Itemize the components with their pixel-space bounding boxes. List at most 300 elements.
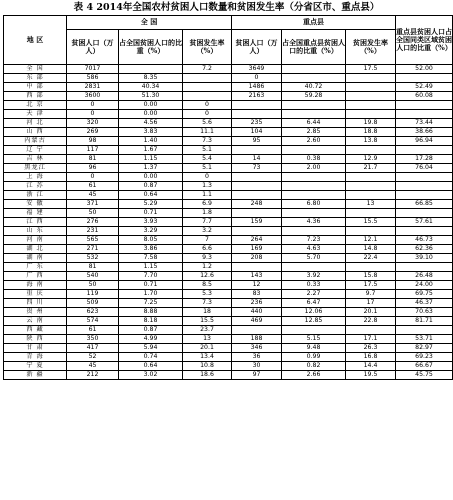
key-poor-population-cell: 159 (232, 218, 282, 227)
national-share-cell: 8.18 (119, 317, 183, 326)
key-share-cell: 4.36 (282, 218, 346, 227)
table-row (4, 335, 453, 344)
key-incidence-cell: 22.8 (346, 317, 396, 326)
key-county-share-cell (396, 326, 453, 335)
table-row (4, 65, 453, 74)
key-incidence-cell: 18.8 (346, 128, 396, 137)
key-share-cell (282, 263, 346, 272)
key-incidence-cell (346, 209, 396, 218)
national-poor-population-cell: 212 (67, 371, 119, 380)
key-poor-population-cell (232, 146, 282, 155)
key-incidence-cell (346, 263, 396, 272)
key-county-share-cell: 53.71 (396, 335, 453, 344)
key-incidence-cell: 14.8 (346, 245, 396, 254)
national-share-cell: 5.94 (119, 344, 183, 353)
key-share-cell: 0.82 (282, 362, 346, 371)
key-share-cell (282, 326, 346, 335)
key-incidence-cell: 13 (346, 200, 396, 209)
national-share-cell: 0.87 (119, 182, 183, 191)
region-cell: 广 东 (4, 263, 67, 272)
key-poor-population-cell (232, 263, 282, 272)
region-cell: 内蒙古 (4, 137, 67, 146)
national-incidence-cell: 8.5 (183, 281, 232, 290)
key-incidence-cell: 15.8 (346, 272, 396, 281)
key-poor-population-cell: 169 (232, 245, 282, 254)
key-share-cell (282, 146, 346, 155)
key-share-cell: 2.27 (282, 290, 346, 299)
national-poor-population-cell: 52 (67, 353, 119, 362)
national-incidence-cell: 10.8 (183, 362, 232, 371)
national-incidence-cell: 18 (183, 308, 232, 317)
national-share-cell: 1.40 (119, 137, 183, 146)
region-cell: 贵 州 (4, 308, 67, 317)
key-poor-population-cell: 104 (232, 128, 282, 137)
table-row (4, 254, 453, 263)
key-poor-population-cell: 264 (232, 236, 282, 245)
key-poor-population-cell: 235 (232, 119, 282, 128)
key-poor-population-cell: 346 (232, 344, 282, 353)
key-poor-population-cell: 3649 (232, 65, 282, 74)
table-row (4, 173, 453, 182)
key-share-cell: 2.60 (282, 137, 346, 146)
key-county-share-cell (396, 227, 453, 236)
national-poor-population-cell: 532 (67, 254, 119, 263)
region-cell: 上 海 (4, 173, 67, 182)
table-row (4, 164, 453, 173)
national-share-cell: 7.58 (119, 254, 183, 263)
key-share-cell: 9.48 (282, 344, 346, 353)
key-share-cell: 12.06 (282, 308, 346, 317)
table-row (4, 128, 453, 137)
key-poor-population-cell (232, 326, 282, 335)
national-share-cell: 0.71 (119, 281, 183, 290)
key-incidence-cell (346, 110, 396, 119)
header-national-poor-population: 贫困人口（万人） (67, 30, 119, 65)
national-incidence-cell: 5.1 (183, 146, 232, 155)
region-cell: 海 南 (4, 281, 67, 290)
region-cell: 西 藏 (4, 326, 67, 335)
table-row (4, 317, 453, 326)
national-incidence-cell: 11.1 (183, 128, 232, 137)
key-county-share-cell (396, 191, 453, 200)
table-row (4, 92, 453, 101)
national-poor-population-cell: 98 (67, 137, 119, 146)
national-poor-population-cell: 0 (67, 173, 119, 182)
table-row (4, 83, 453, 92)
table-row (4, 227, 453, 236)
key-poor-population-cell: 73 (232, 164, 282, 173)
key-share-cell (282, 182, 346, 191)
key-incidence-cell (346, 326, 396, 335)
national-share-cell: 0.74 (119, 353, 183, 362)
key-poor-population-cell (232, 101, 282, 110)
national-share-cell: 0.00 (119, 173, 183, 182)
national-poor-population-cell: 81 (67, 155, 119, 164)
key-share-cell: 4.63 (282, 245, 346, 254)
region-cell: 陕 西 (4, 335, 67, 344)
key-county-share-cell: 46.37 (396, 299, 453, 308)
table-row (4, 101, 453, 110)
header-national-share: 占全国贫困人口的比重（%） (119, 30, 183, 65)
key-share-cell (282, 209, 346, 218)
national-incidence-cell: 23.7 (183, 326, 232, 335)
key-poor-population-cell: 469 (232, 317, 282, 326)
key-poor-population-cell (232, 191, 282, 200)
national-share-cell: 5.29 (119, 200, 183, 209)
national-poor-population-cell: 540 (67, 272, 119, 281)
key-poor-population-cell: 12 (232, 281, 282, 290)
region-cell: 宁 夏 (4, 362, 67, 371)
key-incidence-cell: 17.5 (346, 65, 396, 74)
table-row (4, 353, 453, 362)
national-poor-population-cell: 320 (67, 119, 119, 128)
key-incidence-cell: 21.7 (346, 164, 396, 173)
national-incidence-cell: 5.3 (183, 290, 232, 299)
key-poor-population-cell: 30 (232, 362, 282, 371)
key-county-share-cell (396, 101, 453, 110)
region-cell: 重 庆 (4, 290, 67, 299)
national-incidence-cell: 20.1 (183, 344, 232, 353)
region-cell: 山 东 (4, 227, 67, 236)
national-share-cell: 4.56 (119, 119, 183, 128)
national-share-cell: 3.83 (119, 128, 183, 137)
key-incidence-cell (346, 83, 396, 92)
key-share-cell: 0.33 (282, 281, 346, 290)
key-poor-population-cell: 14 (232, 155, 282, 164)
key-share-cell: 6.80 (282, 200, 346, 209)
key-county-share-cell: 45.75 (396, 371, 453, 380)
national-incidence-cell: 7.7 (183, 218, 232, 227)
key-share-cell (282, 101, 346, 110)
table-row (4, 191, 453, 200)
national-poor-population-cell: 623 (67, 308, 119, 317)
national-share-cell: 3.02 (119, 371, 183, 380)
national-incidence-cell: 0 (183, 101, 232, 110)
national-incidence-cell (183, 74, 232, 83)
key-incidence-cell: 12.9 (346, 155, 396, 164)
region-cell: 山 西 (4, 128, 67, 137)
key-incidence-cell (346, 92, 396, 101)
national-poor-population-cell: 350 (67, 335, 119, 344)
national-poor-population-cell: 96 (67, 164, 119, 173)
national-incidence-cell: 7 (183, 236, 232, 245)
national-share-cell: 40.34 (119, 83, 183, 92)
national-poor-population-cell: 3600 (67, 92, 119, 101)
key-incidence-cell: 22.4 (346, 254, 396, 263)
key-incidence-cell: 14.4 (346, 362, 396, 371)
key-incidence-cell (346, 74, 396, 83)
national-poor-population-cell: 276 (67, 218, 119, 227)
key-county-share-cell: 57.61 (396, 218, 453, 227)
table-row (4, 371, 453, 380)
national-incidence-cell: 1.3 (183, 182, 232, 191)
table-row (4, 74, 453, 83)
table-row (4, 290, 453, 299)
national-poor-population-cell: 7017 (67, 65, 119, 74)
national-share-cell: 4.99 (119, 335, 183, 344)
national-share-cell: 1.15 (119, 263, 183, 272)
table-row (4, 245, 453, 254)
header-key-poor-population: 贫困人口（万人） (232, 30, 282, 65)
key-county-share-cell: 66.85 (396, 200, 453, 209)
national-poor-population-cell: 61 (67, 326, 119, 335)
region-cell: 甘 肃 (4, 344, 67, 353)
key-county-share-cell: 46.73 (396, 236, 453, 245)
key-incidence-cell: 9.7 (346, 290, 396, 299)
key-county-share-cell: 60.08 (396, 92, 453, 101)
key-share-cell (282, 227, 346, 236)
key-county-share-cell: 39.10 (396, 254, 453, 263)
key-incidence-cell: 16.8 (346, 353, 396, 362)
national-incidence-cell: 5.6 (183, 119, 232, 128)
key-county-share-cell: 26.48 (396, 272, 453, 281)
key-county-share-cell: 38.66 (396, 128, 453, 137)
national-share-cell: 0.64 (119, 191, 183, 200)
key-share-cell: 40.72 (282, 83, 346, 92)
national-incidence-cell: 7.2 (183, 65, 232, 74)
region-cell: 江 西 (4, 218, 67, 227)
national-poor-population-cell: 417 (67, 344, 119, 353)
key-share-cell: 5.70 (282, 254, 346, 263)
table-row (4, 263, 453, 272)
table-row (4, 209, 453, 218)
header-key-incidence: 贫困发生率（%） (346, 30, 396, 65)
national-poor-population-cell: 231 (67, 227, 119, 236)
national-poor-population-cell: 50 (67, 281, 119, 290)
key-poor-population-cell: 440 (232, 308, 282, 317)
region-cell: 中 部 (4, 83, 67, 92)
table-body (4, 65, 453, 380)
region-cell: 安 徽 (4, 200, 67, 209)
key-poor-population-cell: 236 (232, 299, 282, 308)
national-incidence-cell: 13 (183, 335, 232, 344)
table-row (4, 236, 453, 245)
key-poor-population-cell: 248 (232, 200, 282, 209)
region-cell: 浙 江 (4, 191, 67, 200)
key-incidence-cell: 19.5 (346, 371, 396, 380)
national-poor-population-cell: 81 (67, 263, 119, 272)
key-county-share-cell (396, 173, 453, 182)
table-row (4, 146, 453, 155)
national-share-cell: 0.64 (119, 362, 183, 371)
table-row (4, 308, 453, 317)
national-incidence-cell: 1.8 (183, 209, 232, 218)
region-cell: 北 京 (4, 101, 67, 110)
poverty-table (3, 15, 453, 380)
key-incidence-cell: 26.3 (346, 344, 396, 353)
key-poor-population-cell (232, 182, 282, 191)
national-share-cell: 7.70 (119, 272, 183, 281)
key-share-cell (282, 110, 346, 119)
region-cell: 河 北 (4, 119, 67, 128)
key-county-share-cell: 69.23 (396, 353, 453, 362)
key-poor-population-cell: 36 (232, 353, 282, 362)
national-incidence-cell (183, 92, 232, 101)
national-share-cell: 0.71 (119, 209, 183, 218)
table-row (4, 200, 453, 209)
national-incidence-cell: 3.2 (183, 227, 232, 236)
header-region: 地 区 (4, 16, 67, 65)
table-row (4, 218, 453, 227)
header-key-share: 占全国重点县贫困人口的比重（%） (282, 30, 346, 65)
key-share-cell: 0.38 (282, 155, 346, 164)
key-county-share-cell (396, 146, 453, 155)
key-share-cell (282, 65, 346, 74)
key-poor-population-cell (232, 173, 282, 182)
key-county-share-cell (396, 209, 453, 218)
key-county-share-cell: 66.67 (396, 362, 453, 371)
national-share-cell: 3.29 (119, 227, 183, 236)
region-cell: 黑龙江 (4, 164, 67, 173)
key-poor-population-cell: 97 (232, 371, 282, 380)
national-share-cell: 8.35 (119, 74, 183, 83)
key-county-share-cell (396, 110, 453, 119)
national-poor-population-cell: 117 (67, 146, 119, 155)
national-poor-population-cell: 119 (67, 290, 119, 299)
national-share-cell: 1.67 (119, 146, 183, 155)
key-county-share-cell: 96.94 (396, 137, 453, 146)
key-share-cell: 2.00 (282, 164, 346, 173)
region-cell: 河 南 (4, 236, 67, 245)
national-share-cell: 3.93 (119, 218, 183, 227)
key-poor-population-cell: 143 (232, 272, 282, 281)
key-incidence-cell: 15.5 (346, 218, 396, 227)
key-county-share-cell (396, 263, 453, 272)
national-share-cell: 3.86 (119, 245, 183, 254)
key-poor-population-cell (232, 227, 282, 236)
key-county-share-cell: 81.71 (396, 317, 453, 326)
national-share-cell: 1.70 (119, 290, 183, 299)
national-share-cell: 51.30 (119, 92, 183, 101)
key-share-cell: 59.28 (282, 92, 346, 101)
key-poor-population-cell: 83 (232, 290, 282, 299)
national-incidence-cell: 9.3 (183, 254, 232, 263)
national-share-cell: 8.88 (119, 308, 183, 317)
table-row (4, 272, 453, 281)
national-incidence-cell: 15.5 (183, 317, 232, 326)
national-poor-population-cell: 2831 (67, 83, 119, 92)
key-share-cell: 6.47 (282, 299, 346, 308)
key-incidence-cell (346, 101, 396, 110)
key-incidence-cell: 17.5 (346, 281, 396, 290)
key-county-share-cell: 24.00 (396, 281, 453, 290)
key-share-cell: 2.85 (282, 128, 346, 137)
region-cell: 吉 林 (4, 155, 67, 164)
national-poor-population-cell: 45 (67, 362, 119, 371)
national-share-cell: 0.87 (119, 326, 183, 335)
key-county-share-cell: 70.63 (396, 308, 453, 317)
national-share-cell: 0.00 (119, 101, 183, 110)
key-incidence-cell (346, 191, 396, 200)
region-cell: 青 海 (4, 353, 67, 362)
key-county-share-cell: 52.49 (396, 83, 453, 92)
region-cell: 云 南 (4, 317, 67, 326)
region-cell: 江 苏 (4, 182, 67, 191)
key-poor-population-cell (232, 209, 282, 218)
key-incidence-cell (346, 182, 396, 191)
table-row (4, 344, 453, 353)
national-incidence-cell: 6.9 (183, 200, 232, 209)
national-incidence-cell: 0 (183, 173, 232, 182)
key-share-cell (282, 74, 346, 83)
region-cell: 天 津 (4, 110, 67, 119)
national-poor-population-cell: 509 (67, 299, 119, 308)
national-incidence-cell: 7.3 (183, 299, 232, 308)
key-county-share-cell: 82.97 (396, 344, 453, 353)
header-national-group: 全 国 (67, 16, 232, 30)
national-poor-population-cell: 271 (67, 245, 119, 254)
key-county-share-cell: 76.04 (396, 164, 453, 173)
table-row (4, 281, 453, 290)
table-title: 表 4 2014年全国农村贫困人口数量和贫困发生率（分省区市、重点县） (73, 2, 380, 13)
key-incidence-cell: 17 (346, 299, 396, 308)
key-incidence-cell (346, 146, 396, 155)
national-incidence-cell: 0 (183, 110, 232, 119)
region-cell: 四 川 (4, 299, 67, 308)
key-share-cell (282, 173, 346, 182)
header-key-county-group: 重点县 (232, 16, 396, 30)
region-cell: 湖 北 (4, 245, 67, 254)
region-cell: 广 西 (4, 272, 67, 281)
region-cell: 辽 宁 (4, 146, 67, 155)
key-incidence-cell: 19.8 (346, 119, 396, 128)
national-poor-population-cell: 61 (67, 182, 119, 191)
key-county-share-cell: 69.75 (396, 290, 453, 299)
table-row (4, 119, 453, 128)
table-row (4, 155, 453, 164)
key-share-cell: 3.92 (282, 272, 346, 281)
national-share-cell: 1.37 (119, 164, 183, 173)
key-incidence-cell: 17.1 (346, 335, 396, 344)
key-share-cell: 5.15 (282, 335, 346, 344)
key-poor-population-cell: 208 (232, 254, 282, 263)
key-county-share-cell: 73.44 (396, 119, 453, 128)
header-national-incidence: 贫困发生率（%） (183, 30, 232, 65)
national-share-cell: 8.05 (119, 236, 183, 245)
table-row (4, 326, 453, 335)
key-share-cell: 6.44 (282, 119, 346, 128)
region-cell: 全 国 (4, 65, 67, 74)
key-county-share-cell: 62.36 (396, 245, 453, 254)
national-incidence-cell: 12.6 (183, 272, 232, 281)
key-poor-population-cell: 188 (232, 335, 282, 344)
national-share-cell: 7.25 (119, 299, 183, 308)
key-share-cell: 12.85 (282, 317, 346, 326)
national-poor-population-cell: 0 (67, 110, 119, 119)
national-poor-population-cell: 0 (67, 101, 119, 110)
key-incidence-cell (346, 227, 396, 236)
table-row (4, 362, 453, 371)
key-share-cell (282, 191, 346, 200)
national-incidence-cell (183, 83, 232, 92)
region-cell: 湖 南 (4, 254, 67, 263)
national-share-cell: 1.15 (119, 155, 183, 164)
key-county-share-cell: 52.00 (396, 65, 453, 74)
key-incidence-cell: 12.1 (346, 236, 396, 245)
region-cell: 东 部 (4, 74, 67, 83)
national-poor-population-cell: 586 (67, 74, 119, 83)
key-incidence-cell: 13.8 (346, 137, 396, 146)
key-county-share-cell (396, 182, 453, 191)
key-county-share-cell (396, 74, 453, 83)
key-poor-population-cell: 0 (232, 74, 282, 83)
region-cell: 新 疆 (4, 371, 67, 380)
national-incidence-cell: 7.3 (183, 137, 232, 146)
national-incidence-cell: 1.2 (183, 263, 232, 272)
key-share-cell: 0.99 (282, 353, 346, 362)
national-poor-population-cell: 565 (67, 236, 119, 245)
national-incidence-cell: 13.4 (183, 353, 232, 362)
